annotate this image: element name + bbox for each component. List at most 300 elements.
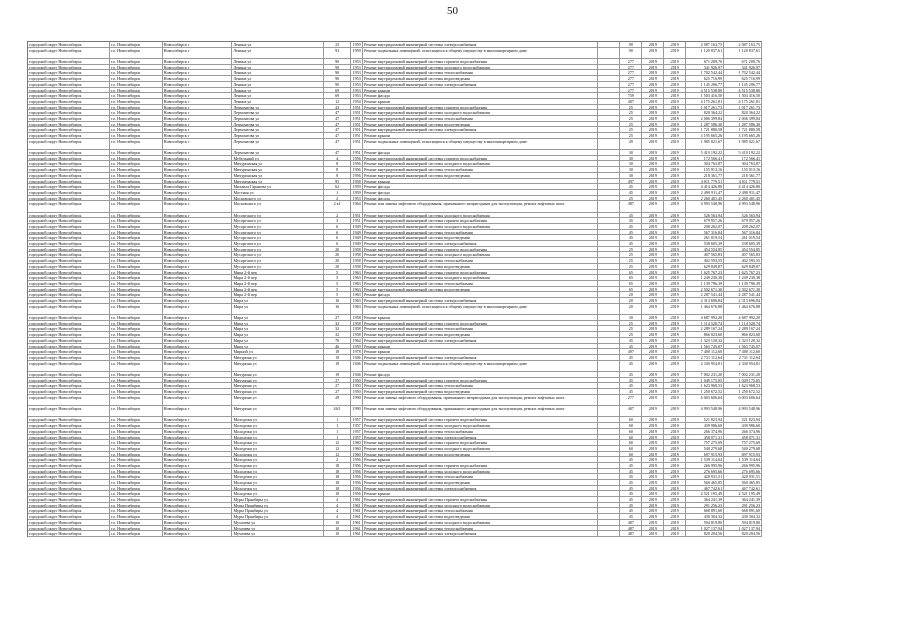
cell-municipality: городской округ Новосибирск [28,213,110,218]
cell-cost-total: 266 995,96 [686,463,724,468]
cell-year-start: 2019 [642,417,664,422]
cell-street: Ленина ул [232,70,324,75]
cell-area: 45 [620,457,642,462]
cell-district: г.о. Новосибирск [110,270,163,275]
cell-year-start: 2019 [642,338,664,343]
cell-cost-total: 6 003 606,64 [686,395,724,405]
cell-year: 1959 [351,48,363,58]
cell-year-start: 2019 [642,287,664,292]
cell-street: Мусоргского ул [232,264,324,269]
cell-settlement: Новосибирск г [163,76,233,81]
cell-year-start: 2019 [642,179,664,184]
cell-municipality: городской округ Новосибирск [28,105,110,110]
cell-settlement: Новосибирск г [163,82,233,87]
cell-note [598,93,620,98]
cell-district: г.о. Новосибирск [110,150,163,155]
cell-cost-total: 4 515 538,80 [686,88,724,93]
cell-year-start: 2019 [642,93,664,98]
cell-year-start: 2019 [642,326,664,331]
cell-cost-fund: 668 891,60 [724,508,762,513]
cell-work-type: Ремонт внутридомовой инженерной системы горячего водоснабжения [363,218,598,223]
cell-year-end: 2019 [664,332,686,337]
cell-work-type: Ремонт крыши [363,344,598,349]
cell-area: 487 [620,526,642,531]
cell-year-end: 2019 [664,99,686,104]
cell-municipality: городской округ Новосибирск [28,480,110,485]
cell-year-start: 2019 [642,406,664,416]
cell-cost-total: 266 374,96 [686,429,724,434]
cell-year-start: 2019 [642,252,664,257]
cell-year-end: 2019 [664,264,686,269]
cell-year-start: 2019 [642,349,664,354]
cell-municipality: городской округ Новосибирск [28,70,110,75]
cell-settlement: Новосибирск г [163,395,233,405]
cell-work-type: Ремонт фасада [363,184,598,189]
cell-cost-fund: 820 364,22 [724,110,762,115]
cell-street: Мусоргского ул [232,224,324,229]
cell-area: 45 [620,474,642,479]
cell-settlement: Новосибирск г [163,287,233,292]
cell-year-start: 2019 [642,76,664,81]
table-row [28,395,762,406]
cell-year: 1956 [351,457,363,462]
cell-area: 60 [620,429,642,434]
cell-work-type: Ремонт внутридомовой инженерной системы холодного водоснабжения [363,161,598,166]
cell-street: Лермонтова ул [232,105,324,110]
cell-year: 1957 [351,429,363,434]
cell-cost-total: 697 915,93 [686,452,724,457]
cell-cost-total: 172 566,41 [686,156,724,161]
cell-street: Московского ул [232,201,324,211]
cell-settlement: Новосибирск г [163,332,233,337]
cell-street: Мусоргского ул [232,218,324,223]
table-row [28,304,762,315]
cell-area: 497 [620,179,642,184]
cell-note [598,332,620,337]
cell-year-start: 2019 [642,531,664,536]
cell-municipality: городской округ Новосибирск [28,156,110,161]
cell-district: г.о. Новосибирск [110,201,163,211]
cell-district: г.о. Новосибирск [110,42,163,47]
cell-area: 45 [620,241,642,246]
cell-year-end: 2019 [664,526,686,531]
cell-work-type: Ремонт внутридомовой инженерной системы холодного водоснабжения [363,469,598,474]
cell-house: 26/1 [324,406,351,416]
cell-cost-total: 2 289 167,24 [686,326,724,331]
cell-area: 45 [620,235,642,240]
cell-note [598,287,620,292]
cell-house: 19 [324,355,351,360]
cell-municipality: городской округ Новосибирск [28,270,110,275]
cell-year-start: 2019 [642,156,664,161]
cell-year: 1964 [351,201,363,211]
cell-work-type: Ремонт внутридомовой инженерной системы горячего водоснабжения [363,497,598,502]
cell-note [598,275,620,280]
cell-area: 49 [620,139,642,149]
cell-district: г.о. Новосибирск [110,326,163,331]
cell-municipality: городской округ Новосибирск [28,76,110,81]
cell-note [598,161,620,166]
cell-work-type: Ремонт внутридомовой инженерной системы электроснабжения [363,338,598,343]
cell-year: 1960 [351,452,363,457]
cell-year: 1949 [351,235,363,240]
cell-area: 45 [620,491,642,496]
cell-area: 60 [620,452,642,457]
cell-year: 1959 [351,184,363,189]
cell-settlement: Новосибирск г [163,184,233,189]
cell-area: 45 [620,497,642,502]
cell-municipality: городской округ Новосибирск [28,423,110,428]
cell-municipality: городской округ Новосибирск [28,361,110,371]
cell-settlement: Новосибирск г [163,526,233,531]
cell-district: г.о. Новосибирск [110,486,163,491]
cell-municipality: городской округ Новосибирск [28,469,110,474]
cell-cost-fund: 1 323 120,32 [724,338,762,343]
cell-municipality: городской округ Новосибирск [28,167,110,172]
cell-year-end: 2019 [664,503,686,508]
cell-note [598,150,620,155]
cell-year-end: 2019 [664,452,686,457]
cell-area: 759 [620,93,642,98]
cell-settlement: Новосибирск г [163,105,233,110]
cell-work-type: Ремонт внутридомовой инженерной системы электроснабжения [363,42,598,47]
cell-cost-total: 2 313 696,84 [686,298,724,303]
cell-settlement: Новосибирск г [163,196,233,201]
cell-cost-total: 1 323 120,32 [686,338,724,343]
cell-district: г.о. Новосибирск [110,526,163,531]
cell-cost-fund: 1 027 137,94 [724,526,762,531]
cell-settlement: Новосибирск г [163,116,233,121]
cell-area: 65 [620,287,642,292]
cell-district: г.о. Новосибирск [110,520,163,525]
cell-work-type: Ремонт внутридомовой инженерной системы электроснабжения [363,531,598,536]
cell-cost-total: 866 823,60 [686,332,724,337]
cell-cost-fund: 679 957,26 [724,218,762,223]
cell-municipality: городской округ Новосибирск [28,497,110,502]
cell-house: 12 [324,446,351,451]
cell-settlement: Новосибирск г [163,161,233,166]
cell-cost-total: 2 006 399,84 [686,116,724,121]
cell-cost-fund: 560 465,85 [724,480,762,485]
cell-year: 1953 [351,196,363,201]
cell-municipality: городской округ Новосибирск [28,99,110,104]
cell-house: 1 [324,423,351,428]
cell-cost-total: 1 464 676,88 [686,304,724,314]
cell-house: 4 [324,508,351,513]
cell-cost-total: 4 175 261,81 [686,99,724,104]
cell-cost-fund: 567 316,84 [724,230,762,235]
cell-street: Мусоргского ул [232,235,324,240]
cell-area: 25 [620,127,642,132]
cell-year: 1950 [351,378,363,383]
cell-note [598,435,620,440]
cell-street: Мухачева ул [232,531,324,536]
cell-cost-fund: 218 361,77 [724,173,762,178]
cell-cost-fund: 2 289 167,24 [724,326,762,331]
cell-note [598,361,620,371]
cell-cost-fund: 2 330 954,81 [724,361,762,371]
cell-year-end: 2019 [664,42,686,47]
cell-street: Мебельный ул [232,156,324,161]
cell-district: г.о. Новосибирск [110,446,163,451]
cell-district: г.о. Новосибирск [110,440,163,445]
cell-cost-fund: 1 114 520,74 [724,321,762,326]
cell-district: г.о. Новосибирск [110,213,163,218]
cell-work-type: Ремонт внутридомовой инженерной системы электроснабжения [363,298,598,303]
cell-year: 1958 [351,321,363,326]
cell-year: 1990 [351,406,363,416]
cell-year-end: 2019 [664,304,686,314]
cell-street: Мирной ул [232,349,324,354]
cell-year: 1951 [351,150,363,155]
cell-cost-fund: 671 209,76 [724,59,762,64]
cell-year-start: 2019 [642,42,664,47]
cell-year-start: 2019 [642,508,664,513]
cell-cost-total: 1 985 021,67 [686,139,724,149]
cell-area: 407 [620,406,642,416]
cell-work-type: Ремонт крыши [363,457,598,462]
cell-settlement: Новосибирск г [163,275,233,280]
cell-cost-fund: 4 687 992,20 [724,315,762,320]
cell-settlement: Новосибирск г [163,531,233,536]
cell-work-type: Ремонт внутридомовой инженерной системы электроснабжения [363,435,598,440]
cell-municipality: городской округ Новосибирск [28,139,110,149]
cell-year: 1958 [351,247,363,252]
cell-district: г.о. Новосибирск [110,349,163,354]
cell-municipality: городской округ Новосибирск [28,110,110,115]
cell-note [598,105,620,110]
cell-year-end: 2019 [664,321,686,326]
cell-year: 1949 [351,230,363,235]
cell-cost-total: 1 049 175,05 [686,378,724,383]
cell-settlement: Новосибирск г [163,48,233,58]
cell-district: г.о. Новосибирск [110,338,163,343]
cell-year: 1963 [351,270,363,275]
cell-year-start: 2019 [642,304,664,314]
cell-settlement: Новосибирск г [163,127,233,132]
cell-house: 6 [324,230,351,235]
cell-district: г.о. Новосибирск [110,508,163,513]
cell-house: 4 [324,156,351,161]
cell-municipality: городской округ Новосибирск [28,503,110,508]
cell-district: г.о. Новосибирск [110,139,163,149]
cell-cost-fund: 1 145 296,77 [724,82,762,87]
cell-house: 90 [324,82,351,87]
cell-street: Ленина ул [232,82,324,87]
cell-municipality: городской округ Новосибирск [28,122,110,127]
cell-district: г.о. Новосибирск [110,429,163,434]
cell-street: Лермонтова ул [232,127,324,132]
cell-year-end: 2019 [664,70,686,75]
cell-year-start: 2019 [642,344,664,349]
cell-municipality: городской округ Новосибирск [28,395,110,405]
cell-cost-total: 1 114 520,74 [686,321,724,326]
cell-district: г.о. Новосибирск [110,105,163,110]
cell-year-start: 2019 [642,520,664,525]
cell-house: 2 [324,196,351,201]
cell-cost-fund: 155 913,16 [724,167,762,172]
cell-cost-fund: 430 304,32 [724,514,762,519]
cell-street: Мира 2-й пер [232,270,324,275]
cell-street: Мира 2-й пер [232,281,324,286]
cell-note [598,167,620,172]
cell-cost-total: 1 120 837,61 [686,48,724,58]
cell-municipality: городской округ Новосибирск [28,338,110,343]
cell-district: г.о. Новосибирск [110,161,163,166]
cell-note [598,514,620,519]
cell-year: 1958 [351,332,363,337]
cell-street: Ленина ул [232,76,324,81]
cell-municipality: городской округ Новосибирск [28,292,110,297]
cell-year-start: 2019 [642,423,664,428]
cell-street: Лермонтова ул [232,139,324,149]
cell-house: 5 [324,270,351,275]
cell-cost-fund: 5 410 192,22 [724,150,762,155]
cell-cost-total: 1 702 542,44 [686,70,724,75]
cell-cost-total: 304 763,87 [686,161,724,166]
cell-area: 25 [620,332,642,337]
cell-settlement: Новосибирск г [163,315,233,320]
cell-cost-fund: 4 993 548,96 [724,201,762,211]
cell-area: 45 [620,224,642,229]
cell-settlement: Новосибирск г [163,264,233,269]
cell-year-end: 2019 [664,520,686,525]
cell-cost-fund: 697 915,93 [724,452,762,457]
cell-house: 2 [324,213,351,218]
cell-street: Мичуринская ул [232,173,324,178]
cell-house: 19 [324,361,351,371]
cell-district: г.о. Новосибирск [110,196,163,201]
cell-work-type: Ремонт внутридомовой инженерной системы теплоснабжения [363,508,598,513]
cell-note [598,139,620,149]
cell-note [598,355,620,360]
cell-district: г.о. Новосибирск [110,321,163,326]
cell-cost-total: 679 957,26 [686,218,724,223]
cell-cost-fund: 2 260 401,45 [724,196,762,201]
cell-cost-fund: 1 702 542,44 [724,70,762,75]
cell-district: г.о. Новосибирск [110,110,163,115]
cell-work-type: Ремонт внутридомовой инженерной системы водоотведения [363,235,598,240]
cell-year-end: 2019 [664,378,686,383]
cell-note [598,127,620,132]
cell-house: 2 [324,457,351,462]
cell-house: 20 [324,252,351,257]
cell-year-end: 2019 [664,469,686,474]
cell-cost-fund: 1 120 837,61 [724,48,762,58]
cell-cost-fund: 2 006 399,84 [724,116,762,121]
cell-year: 1951 [351,110,363,115]
cell-cost-fund: 594 819,80 [724,520,762,525]
table-row [28,201,762,212]
cell-work-type: Ремонт фасада [363,372,598,377]
cell-street: Мухачева ул [232,526,324,531]
cell-street: Мира ул [232,344,324,349]
cell-area: 45 [620,372,642,377]
cell-year-start: 2019 [642,247,664,252]
cell-settlement: Новосибирск г [163,93,233,98]
cell-year-end: 2019 [664,349,686,354]
cell-year: 1950 [351,389,363,394]
cell-street: Мичуринская ул [232,179,324,184]
cell-municipality: городской округ Новосибирск [28,247,110,252]
cell-area: 25 [620,326,642,331]
cell-note [598,88,620,93]
table-row [28,406,762,417]
cell-house: 12 [324,440,351,445]
cell-settlement: Новосибирск г [163,326,233,331]
cell-year: 1951 [351,127,363,132]
cell-area: 30 [620,173,642,178]
cell-area: 60 [620,446,642,451]
cell-note [598,42,620,47]
cell-year-end: 2019 [664,480,686,485]
cell-cost-fund: 4 011 779,51 [724,179,762,184]
cell-year-end: 2019 [664,150,686,155]
cell-street: Мира ул [232,298,324,303]
cell-municipality: городской округ Новосибирск [28,332,110,337]
cell-area: 20 [620,292,642,297]
cell-note [598,531,620,536]
cell-year: 1956 [351,480,363,485]
cell-municipality: городской округ Новосибирск [28,298,110,303]
cell-settlement: Новосибирск г [163,167,233,172]
cell-area: 60 [620,435,642,440]
cell-house: 6 [324,241,351,246]
cell-street: Мусоргского ул [232,213,324,218]
cell-house: 2 к1 [324,201,351,211]
cell-year-end: 2019 [664,82,686,87]
cell-year-start: 2019 [642,435,664,440]
cell-year-start: 2019 [642,196,664,201]
cell-district: г.о. Новосибирск [110,378,163,383]
cell-cost-total: 420 931,51 [686,474,724,479]
cell-house: 20 [324,264,351,269]
cell-district: г.о. Новосибирск [110,435,163,440]
cell-municipality: городской округ Новосибирск [28,42,110,47]
cell-municipality: городской округ Новосибирск [28,429,110,434]
cell-house: 27 [324,378,351,383]
cell-note [598,486,620,491]
cell-cost-fund: 538 605,39 [724,241,762,246]
cell-year-end: 2019 [664,235,686,240]
cell-work-type: Ремонт внутридомовой инженерной системы горячего водоснабжения [363,105,598,110]
cell-house: 47 [324,133,351,138]
cell-year-end: 2019 [664,122,686,127]
cell-cost-total: 1 625 767,23 [686,270,724,275]
cell-year-end: 2019 [664,179,686,184]
cell-note [598,378,620,383]
cell-year-start: 2019 [642,514,664,519]
cell-cost-total: 1 563 745,07 [686,344,724,349]
cell-year: 1958 [351,326,363,331]
cell-area: 30 [620,150,642,155]
cell-district: г.о. Новосибирск [110,218,163,223]
cell-district: г.о. Новосибирск [110,423,163,428]
cell-year: 1960 [351,440,363,445]
cell-year: 1956 [351,469,363,474]
cell-street: Ленина ул [232,59,324,64]
cell-note [598,463,620,468]
cell-year-end: 2019 [664,315,686,320]
cell-cost-fund: 1 503 416,50 [724,93,762,98]
cell-year: 1953 [351,59,363,64]
cell-house: 27 [324,315,351,320]
cell-settlement: Новосибирск г [163,321,233,326]
cell-year-end: 2019 [664,429,686,434]
cell-work-type: Ремонт внутридомовой инженерной системы горячего водоснабжения [363,417,598,422]
cell-municipality: городской округ Новосибирск [28,406,110,416]
cell-note [598,224,620,229]
